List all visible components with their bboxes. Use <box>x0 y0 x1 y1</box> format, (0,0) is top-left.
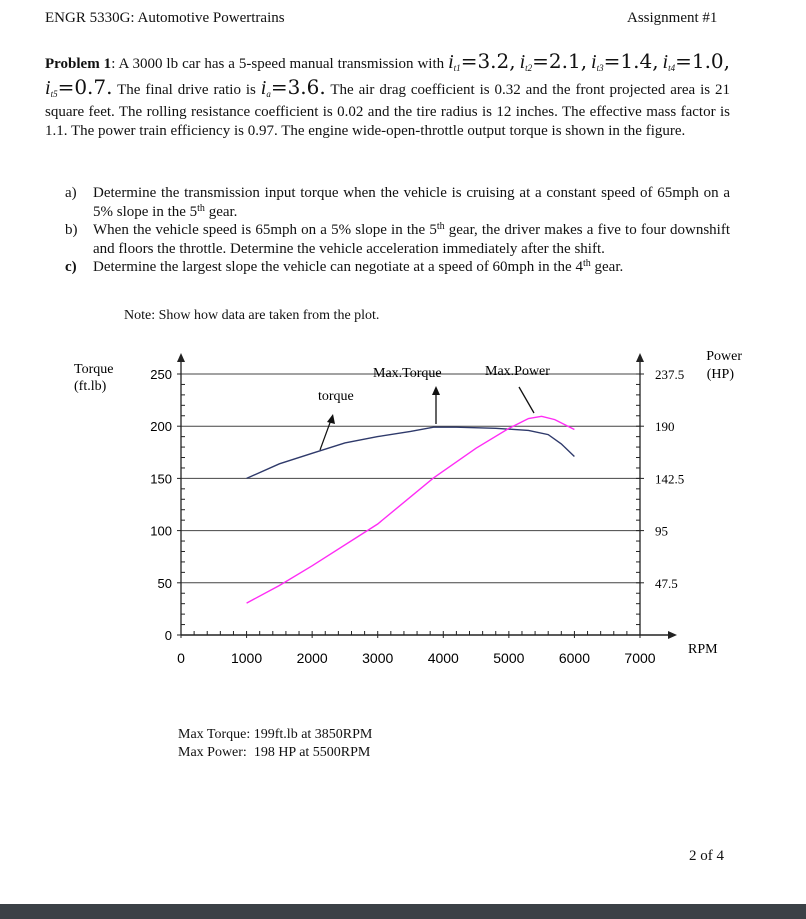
left-tick-label: 200 <box>150 419 172 435</box>
left-tick-label: 50 <box>157 575 172 591</box>
question-c-tail: gear. <box>590 259 624 275</box>
max-torque-arrowhead <box>432 386 440 395</box>
x-tick-label: 3000 <box>362 650 394 666</box>
data-series <box>247 416 575 603</box>
question-a-sup: th <box>197 202 205 214</box>
question-b-sup: th <box>436 221 445 232</box>
right-tick-label: 47.5 <box>655 575 678 591</box>
gear-ratio-sub-5: t5 <box>50 88 58 99</box>
question-a-text: Determine the transmission input torque when the vehicle is cruising at a constant speed of 65mph on a 5% slope in the 5 <box>93 185 730 220</box>
tick-marks <box>177 374 644 638</box>
gear-ratio-symbol-1: i <box>448 51 454 73</box>
right-tick-label: 190 <box>655 419 675 435</box>
problem-label: Problem 1 <box>45 56 112 72</box>
x-tick-label: 5000 <box>493 650 525 666</box>
gear-ratio-2: =2.1, <box>532 49 588 73</box>
right-axis-arrow <box>636 353 644 362</box>
right-tick-label: 95 <box>655 523 668 539</box>
torque-arrowhead <box>327 414 335 424</box>
x-tick-label: 0 <box>177 650 185 666</box>
final-drive-text: The final drive ratio is <box>112 81 261 98</box>
gear-ratio-4: =1.0, <box>675 49 731 73</box>
question-c-label: c) <box>65 259 77 275</box>
page-number: 2 of 4 <box>689 848 724 864</box>
tick-labels <box>74 349 742 666</box>
gear-ratio-sub-4: t4 <box>668 63 676 73</box>
left-tick-label: 250 <box>150 367 172 382</box>
x-tick-label: 2000 <box>296 650 328 666</box>
gear-ratio-sub-1: t1 <box>453 63 461 73</box>
max-power-note: Max Power: 198 HP at 5500RPM <box>178 745 371 760</box>
x-axis-arrow <box>668 631 677 639</box>
question-b-text: When the vehicle speed is 65mph on a 5% slope in the 5 <box>93 222 437 238</box>
gear-ratio-symbol-3: i <box>591 51 597 73</box>
annotations <box>318 364 550 450</box>
x-tick-label: 4000 <box>427 650 459 666</box>
final-drive-ratio: =3.6. <box>270 74 326 99</box>
torque-curve <box>247 427 575 478</box>
gear-ratio-sub-3: t3 <box>596 63 604 73</box>
x-tick-label: 6000 <box>558 650 591 666</box>
gear-ratio-symbol-5: i <box>45 76 51 99</box>
x-axis-title: RPM <box>688 642 718 657</box>
left-tick-label: 0 <box>164 628 172 643</box>
gear-ratio-symbol-2: i <box>519 51 526 73</box>
problem-intro: : A 3000 lb car has a 5-speed manual transmission with <box>111 56 449 72</box>
axes <box>177 353 677 639</box>
bottom-bar <box>0 904 806 919</box>
question-c-sup: th <box>582 258 591 269</box>
y-right-unit: (HP) <box>706 367 734 382</box>
assignment-label: Assignment #1 <box>627 10 718 26</box>
power-curve <box>247 416 575 603</box>
problem-details: The air drag coefficient is 0.32 and the front projected area is 21 square feet. The rolling resistance coefficient is 0.02 and the tire radius is 12 inches. The effective mass factor is 1.1. The power train efficiency is 0.97. The engine wide-open-throttle output torque is shown in the figure. <box>45 81 731 139</box>
max-torque-note: Max Torque: 199ft.lb at 3850RPM <box>178 727 373 742</box>
question-b-tail: gear, the driver makes a five to four downshift and floors the throttle. Determine the vehicle acceleration immediately after the shift. <box>93 222 730 257</box>
left-axis-arrow <box>177 353 185 362</box>
gear-ratio-symbol-4: i <box>662 51 669 73</box>
gear-ratio-3: =1.4, <box>603 49 659 73</box>
gear-ratio-sub-2: t2 <box>525 63 533 73</box>
final-drive-sub: a <box>266 88 271 99</box>
plot-note: Note: Show how data are taken from the plot. <box>124 308 380 323</box>
right-tick-label: 237.5 <box>655 367 685 382</box>
max-power-label: Max.Power <box>485 364 550 379</box>
final-drive-symbol: i <box>260 76 267 99</box>
gear-ratio-1: =3.2, <box>460 49 516 73</box>
y-right-title: Power <box>706 349 742 364</box>
y-left-unit: (ft.lb) <box>74 379 107 394</box>
max-torque-label: Max.Torque <box>373 366 442 381</box>
course-title: ENGR 5330G: Automotive Powertrains <box>45 10 285 26</box>
gear-ratio-5: =0.7. <box>57 74 113 99</box>
torque-label: torque <box>318 389 354 404</box>
max-power-arrow <box>519 387 534 413</box>
left-tick-label: 100 <box>150 523 172 539</box>
left-tick-label: 150 <box>150 471 172 487</box>
grid-lines <box>181 374 640 583</box>
x-tick-label: 1000 <box>230 650 263 666</box>
question-a-label: a) <box>65 185 77 201</box>
y-left-title: Torque <box>74 362 114 377</box>
question-c-text: Determine the largest slope the vehicle can negotiate at a speed of 60mph in the 4 <box>93 259 583 275</box>
right-tick-label: 142.5 <box>655 471 685 487</box>
torque-arrow <box>320 420 331 450</box>
x-tick-label: 7000 <box>624 650 656 666</box>
question-a-tail: gear. <box>204 203 238 220</box>
question-b-label: b) <box>65 222 78 238</box>
